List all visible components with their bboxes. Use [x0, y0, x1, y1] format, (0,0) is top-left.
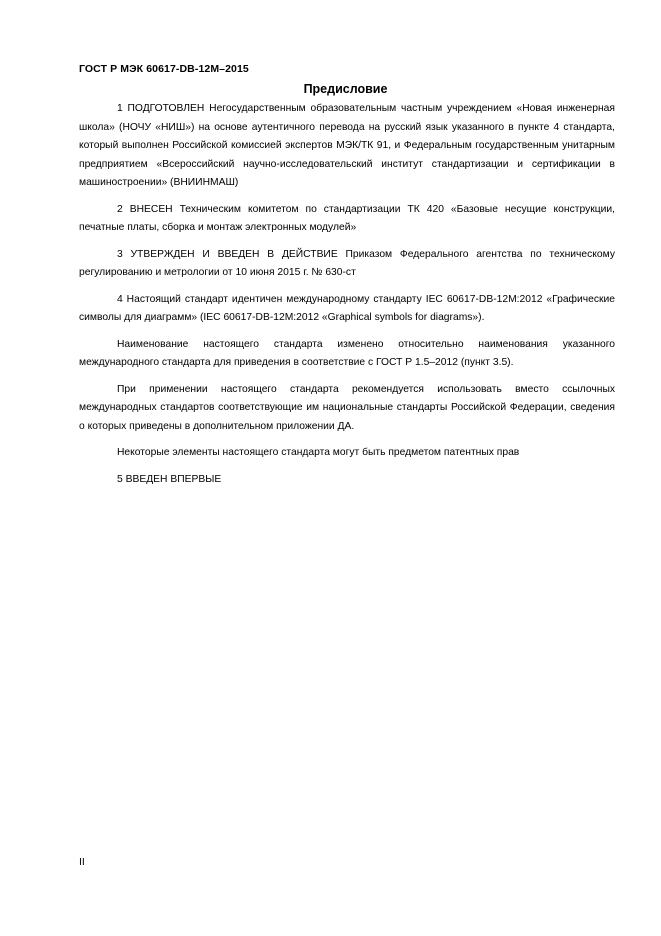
paragraph-reference-standards: При применении настоящего стандарта рекомендуется использовать вместо ссылочных международных стандартов соответствующие им национальные стандарты Российской Федерации, сведения о которых приведены в дополнительном приложении ДА. — [79, 383, 615, 432]
paragraph-name-changed: Наименование настоящего стандарта изменено относительно наименования указанного международного стандарта для приведения в соответствие с ГОСТ Р 1.5–2012 (пункт 3.5). — [79, 338, 615, 368]
paragraph-introduced-by: 2 ВНЕСЕН Техническим комитетом по стандартизации ТК 420 «Базовые несущие конструкции, печатные платы, сборка и монтаж электронных модулей» — [79, 203, 615, 233]
paragraph-patent-rights: Некоторые элементы настоящего стандарта могут быть предметом патентных прав — [117, 447, 520, 458]
paragraph-identical-standard: 4 Настоящий стандарт идентичен международному стандарту IEC 60617-DB-12M:2012 «Графические символы для диаграмм» (IEC 60617-DB-12M:2012 «Graphical symbols for diagrams»). — [79, 293, 615, 323]
standard-identifier: ГОСТ Р МЭК 60617-DB-12M–2015 — [79, 63, 249, 75]
paragraph-approved: 3 УТВЕРЖДЕН И ВВЕДЕН В ДЕЙСТВИЕ Приказом Федерального агентства по техническому регулированию и метрологии от 10 июня 2015 г. № 630-ст — [79, 248, 615, 278]
page-title: Предисловие — [303, 82, 388, 96]
paragraph-prepared-by: 1 ПОДГОТОВЛЕН Негосударственным образовательным частным учреждением «Новая инженерная школа» (НОЧУ «НИШ») на основе аутентичного перевода на русский язык указанного в пункте 4 стандарта, который выполнен Российской комиссией экспертов МЭК/ТК 91, и Федеральным государственным унитарным предприятием «Всероссийский научно-исследовательский институт стандартизации и сертификации в машиностроении» (ВНИИНМАШ) — [79, 103, 615, 188]
paragraph-first-introduced: 5 ВВЕДЕН ВПЕРВЫЕ — [117, 473, 222, 485]
page-number: II — [79, 856, 85, 868]
preface-body — [79, 100, 615, 497]
